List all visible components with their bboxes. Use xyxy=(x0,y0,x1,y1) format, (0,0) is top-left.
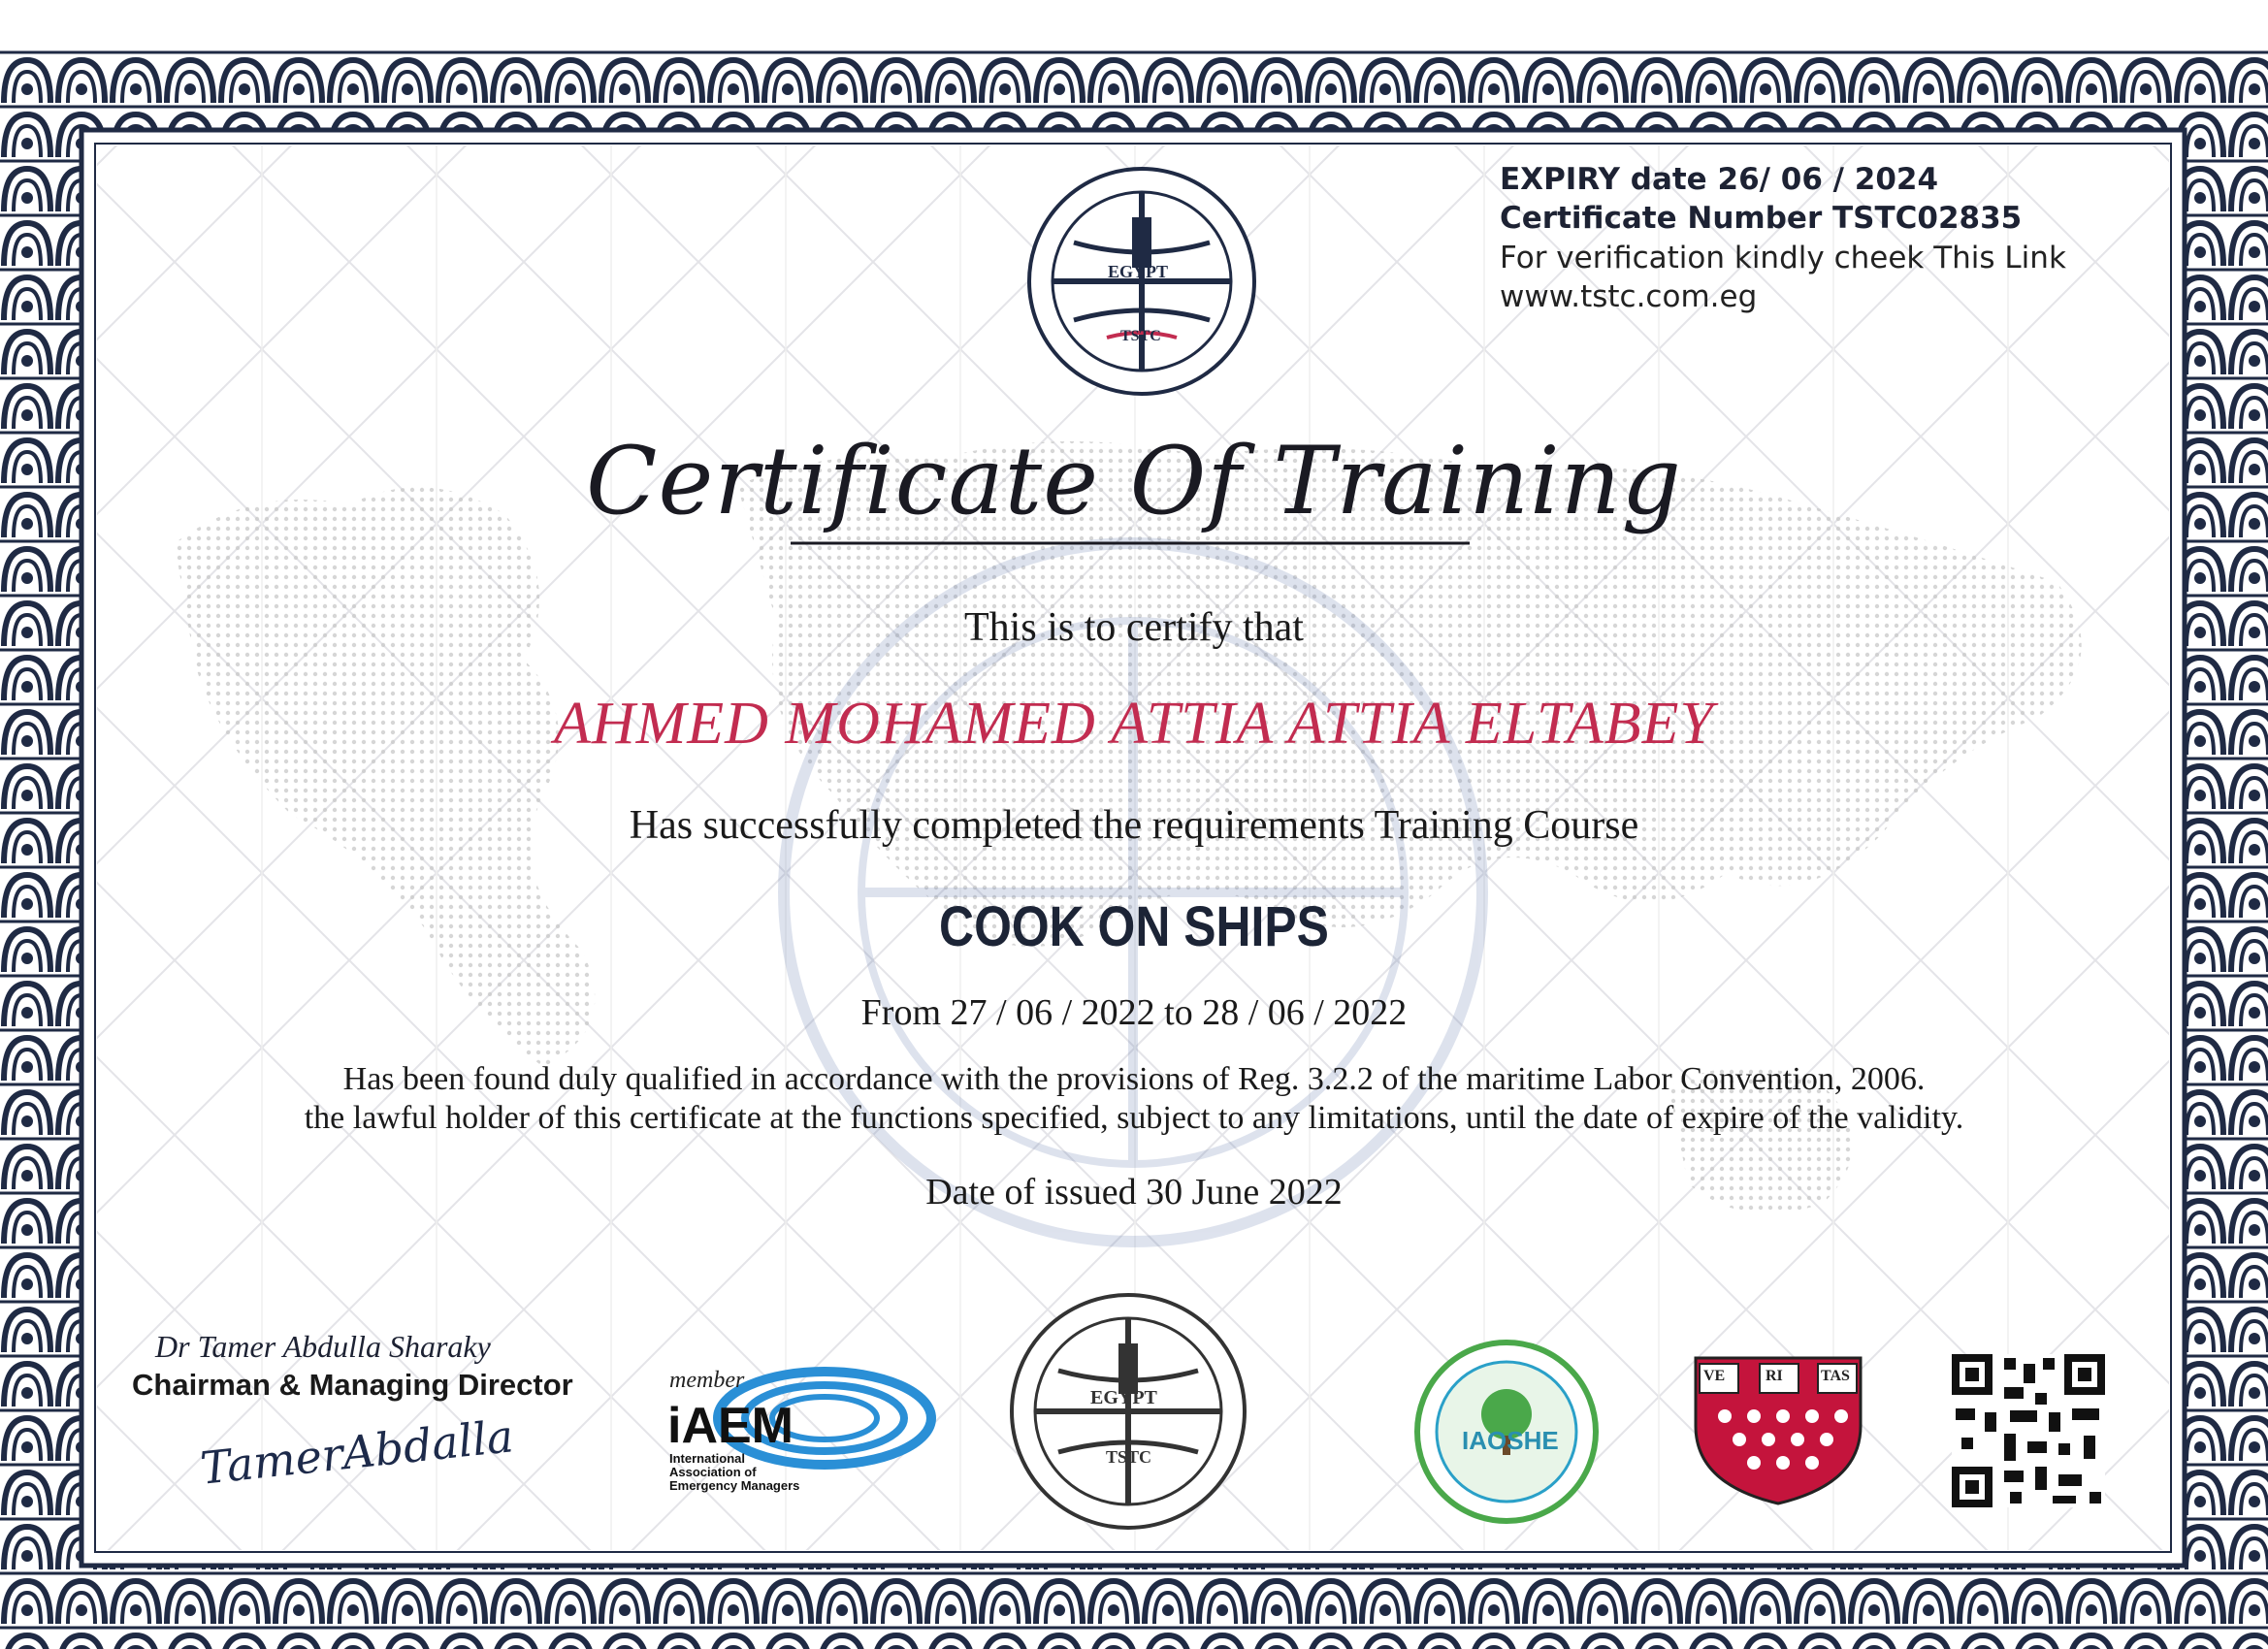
veritas-ri: RI xyxy=(1766,1368,1783,1384)
bottom-seal-egypt: EGYPT xyxy=(1090,1387,1157,1408)
top-seal-egypt: EGYPT xyxy=(1108,262,1169,281)
iaem-line-2: Association of xyxy=(669,1465,757,1479)
certify-text: This is to certify that xyxy=(964,605,1304,650)
expiry-date: EXPIRY date 26/ 06 / 2024 xyxy=(1500,162,1939,197)
iaem-member-label: member xyxy=(669,1368,745,1393)
verification-link[interactable]: www.tstc.com.eg xyxy=(1500,279,1758,314)
qualification-line-2: the lawful holder of this certificate at the functions specified, subject to any limitations, until the date of expire of the validity. xyxy=(304,1100,1964,1136)
iaem-line-3: Emergency Managers xyxy=(669,1478,800,1493)
signatory-role: Chairman & Managing Director xyxy=(132,1368,573,1402)
iaem-logo-text: iAEM xyxy=(667,1398,794,1454)
bottom-seal-tstc: TSTC xyxy=(1106,1447,1152,1467)
recipient-name: AHMED MOHAMED ATTIA ATTIA ELTABEY xyxy=(553,691,1714,757)
certificate-number: Certificate Number TSTC02835 xyxy=(1500,201,2023,236)
top-seal-tstc: TSTC xyxy=(1120,328,1161,344)
signature: TamerAbdalla xyxy=(198,1409,516,1495)
veritas-tas: TAS xyxy=(1821,1368,1850,1384)
iaem-line-1: International xyxy=(669,1451,746,1466)
certificate-title: Certificate Of Training xyxy=(586,427,1682,535)
course-dates: From 27 / 06 / 2022 to 28 / 06 / 2022 xyxy=(860,992,1408,1033)
course-name: COOK ON SHIPS xyxy=(939,895,1329,958)
completed-text: Has successfully completed the requirements Training Course xyxy=(629,803,1639,848)
veritas-ve: VE xyxy=(1703,1368,1726,1384)
iaoshe-label: IAOSHE xyxy=(1462,1426,1559,1455)
issue-date: Date of issued 30 June 2022 xyxy=(925,1172,1343,1212)
verification-text: For verification kindly cheek This Link xyxy=(1500,241,2066,275)
signatory-name: Dr Tamer Abdulla Sharaky xyxy=(155,1329,491,1364)
tstc-bottom-seal xyxy=(1012,1295,1245,1528)
qualification-line-1: Has been found duly qualified in accordance with the provisions of Reg. 3.2.2 of the maritime Labor Convention, 2006. xyxy=(342,1061,1926,1097)
qr-code xyxy=(1952,1354,2105,1507)
